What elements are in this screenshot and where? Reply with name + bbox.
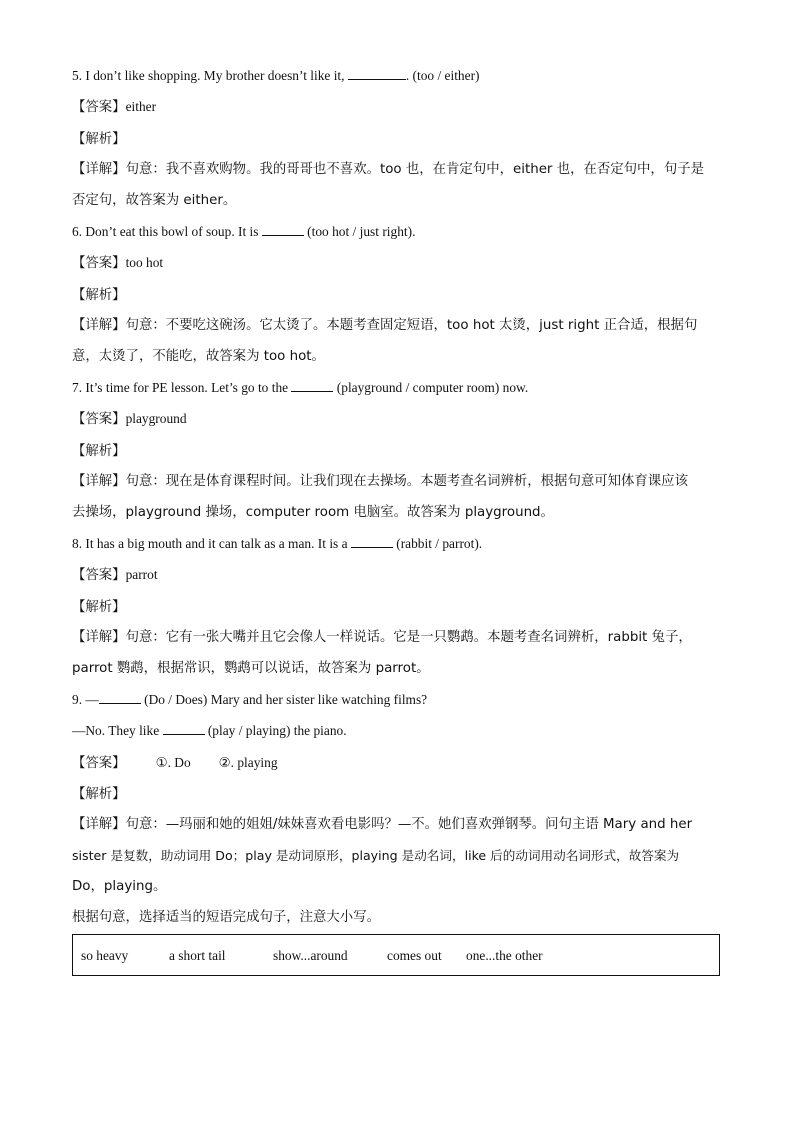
answer-6: [72, 253, 722, 274]
circled-number-1: ①: [155, 756, 168, 771]
answer-value: parrot: [125, 567, 158, 582]
detail-label: 【详解】: [72, 318, 126, 333]
analysis-9: [72, 784, 722, 805]
detail-8-line2: [72, 659, 722, 679]
question-5: [72, 66, 722, 86]
detail-text: Do，playing。: [72, 879, 167, 894]
phrase-option: show...around: [273, 948, 348, 963]
detail-label: 【详解】: [72, 817, 126, 832]
question-text: 8. It has a big mouth and it can talk as a man. It is a: [72, 536, 351, 551]
detail-text: parrot 鹦鹉，根据常识，鹦鹉可以说话，故答案为 parrot。: [72, 661, 430, 676]
answer-value: either: [125, 99, 157, 114]
answer-9: [72, 753, 722, 774]
detail-5-line1: [72, 160, 722, 180]
detail-text: 意，太烫了，不能吃，故答案为 too hot。: [72, 349, 325, 364]
section-instruction: 根据句意，选择适当的短语完成句子，注意大小写。: [72, 910, 380, 925]
analysis-label: 【解析】: [72, 787, 126, 802]
detail-text: 去操场，playground 操场，computer room 电脑室。故答案为 playground。: [72, 505, 554, 520]
phrase-option: a short tail: [169, 948, 226, 963]
question-options: (too hot / just right).: [303, 224, 416, 239]
detail-label: 【详解】: [72, 162, 126, 177]
detail-7-line1: [72, 472, 722, 492]
question-options: . (too / either): [405, 68, 480, 83]
detail-label: 【详解】: [72, 474, 126, 489]
detail-text: 句意：不要吃这碗汤。它太烫了。本题考查固定短语，too hot 太烫，just right 正合适，根据句: [125, 318, 698, 333]
question-7: [72, 378, 722, 398]
answer-blank: [262, 222, 304, 236]
detail-7-line2: [72, 503, 722, 523]
answer-blank: [351, 534, 393, 548]
detail-text: 否定句，故答案为 either。: [72, 193, 237, 208]
question-9-line1: [72, 690, 722, 710]
analysis-label: 【解析】: [72, 132, 126, 147]
question-text: 6. Don’t eat this bowl of soup. It is: [72, 224, 262, 239]
answer-value: too hot: [125, 255, 164, 270]
circled-number-2: ②: [218, 756, 231, 771]
question-options: (Do / Does) Mary and her sister like watching films?: [140, 692, 428, 707]
answer-value-2: . playing: [230, 755, 278, 770]
detail-text: 句意：它有一张大嘴并且它会像人一样说话。它是一只鹦鹉。本题考查名词辨析，rabbit 兔子，: [125, 630, 692, 645]
question-text: 5. I don’t like shopping. My brother doesn’t like it,: [72, 68, 348, 83]
analysis-5: [72, 129, 722, 150]
answer-blank-1: [99, 690, 141, 704]
question-text: 7. It’s time for PE lesson. Let’s go to the: [72, 380, 292, 395]
detail-6-line2: [72, 347, 722, 367]
answer-label: 【答案】: [72, 412, 126, 427]
answer-label: 【答案】: [72, 100, 126, 115]
analysis-label: 【解析】: [72, 600, 126, 615]
question-6: [72, 222, 722, 242]
detail-label: 【详解】: [72, 630, 126, 645]
answer-label: 【答案】: [72, 756, 126, 771]
detail-8-line1: [72, 628, 722, 648]
detail-text: 句意：—玛丽和她的姐姐/妹妹喜欢看电影吗？—不。她们喜欢弹钢琴。问句主语 Mary and her: [125, 817, 693, 832]
answer-value: playground: [125, 411, 187, 426]
question-text: 9. —: [72, 692, 99, 707]
answer-blank: [291, 378, 333, 392]
phrase-option: so heavy: [81, 948, 129, 963]
analysis-7: [72, 441, 722, 462]
answer-label: 【答案】: [72, 568, 126, 583]
answer-5: [72, 97, 722, 118]
detail-text: 句意：现在是体育课程时间。让我们现在去操场。本题考查名词辨析，根据句意可知体育课应该: [125, 474, 688, 489]
analysis-label: 【解析】: [72, 288, 126, 303]
detail-9-line2: [72, 846, 722, 866]
question-options: (play / playing) the piano.: [204, 723, 347, 738]
phrase-option: comes out: [387, 948, 442, 963]
detail-5-line2: [72, 191, 722, 211]
analysis-label: 【解析】: [72, 444, 126, 459]
question-options: (rabbit / parrot).: [392, 536, 483, 551]
question-text: —No. They like: [72, 723, 163, 738]
phrase-bank-box: [72, 934, 720, 976]
question-9-line2: [72, 721, 722, 741]
answer-label: 【答案】: [72, 256, 126, 271]
phrase-option: one...the other: [466, 948, 543, 963]
answer-8: [72, 565, 722, 586]
analysis-8: [72, 597, 722, 618]
answer-7: [72, 409, 722, 430]
detail-9-line1: [72, 815, 722, 835]
analysis-6: [72, 285, 722, 306]
detail-text: 句意：我不喜欢购物。我的哥哥也不喜欢。too 也，在肯定句中，either 也，在否定句中，句子是: [125, 162, 704, 177]
detail-9-line3: [72, 877, 722, 897]
answer-blank-2: [163, 721, 205, 735]
detail-6-line1: [72, 316, 722, 336]
question-options: (playground / computer room) now.: [333, 380, 529, 395]
answer-value-1: . Do: [167, 755, 191, 770]
detail-text: sister 是复数，助动词用 Do；play 是动词原形，playing 是动名词，like 后的动词用动名词形式，故答案为: [72, 848, 680, 863]
answer-blank: [348, 66, 406, 80]
question-8: [72, 534, 722, 554]
